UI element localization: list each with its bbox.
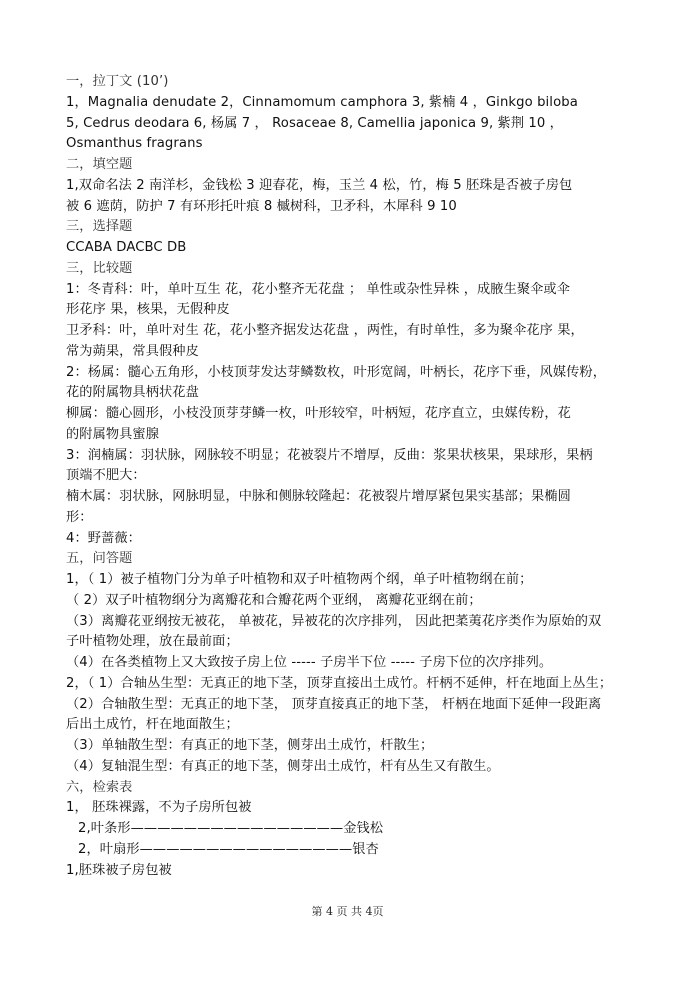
text-line: （3）离瓣花亚纲按无被花， 单被花，异被花的次序排列， 因此把葇荑花序类作为原始的双 (66, 613, 602, 629)
text-line: 5, Cedrus deodara 6, 杨属 7 ， Rosaceae 8, Camellia japonica 9, 紫荆 10 ， (66, 115, 563, 131)
text-line: 1，（ 1）被子植物门分为单子叶植物和双子叶植物两个纲，单子叶植物纲在前； (66, 572, 533, 587)
text-line: 2，（ 1）合轴丛生型：无真正的地下茎，顶芽直接出土成竹。杆柄不延伸，杆在地面上丛生； (66, 675, 613, 691)
text-line: （4）复轴混生型：有真正的地下茎，侧芽出土成竹，杆有丛生又有散生。 (66, 758, 500, 774)
text-line: 2,叶条形————————————————金钱松 (78, 821, 384, 836)
text-line: 顶端不肥大： (66, 468, 146, 484)
page-footer: 第 4 页 共 4页 (311, 905, 384, 918)
text-line: Osmanthus fragrans (66, 136, 203, 152)
text-line: （2）合轴散生型：无真正的地下茎， 顶芽直接真正的地下茎， 杆柄在地面下延伸一段距离 (66, 696, 602, 712)
text-line: 1：冬青科：叶，单叶互生 花，花小整齐无花盘 ； 单性或杂性异株 ，成腋生聚伞或伞 (66, 281, 571, 297)
document-body (66, 72, 666, 881)
text-line: （ 2）双子叶植物纲分为离瓣花和合瓣花两个亚纲， 离瓣花亚纲在前； (66, 592, 482, 608)
text-line: 2，叶扇形————————————————银杏 (78, 841, 379, 857)
text-line: 1，Magnalia denudate 2，Cinnamomum camphora 3, 紫楠 4 ，Ginkgo biloba (66, 94, 578, 110)
text-line: 1,双命名法 2 南洋杉，金钱松 3 迎春花，梅，玉兰 4 松，竹，梅 5 胚珠是否被子房包 (66, 177, 573, 193)
text-line: 3：润楠属：羽状脉，网脉较不明显；花被裂片不增厚，反曲：浆果状核果，果球形，果柄 (66, 447, 593, 463)
section-heading: 三，比较题 (66, 260, 133, 276)
section-heading: 三，选择题 (66, 219, 133, 235)
text-line: CCABA DACBC DB (66, 240, 187, 255)
section-heading: 一，拉丁文 (10’) (66, 74, 169, 89)
text-line: 形花序 果，核果，无假种皮 (66, 302, 230, 318)
text-line: 被 6 遮荫，防护 7 有环形托叶痕 8 槭树科，卫矛科，木犀科 9 10 (66, 198, 457, 214)
text-line: 的附属物具蜜腺 (66, 426, 160, 442)
text-line: 1,胚珠被子房包被 (66, 862, 172, 878)
section-heading: 二，填空题 (66, 157, 133, 172)
text-line: 子叶植物处理，放在最前面； (66, 634, 239, 650)
text-line: 卫矛科：叶，单叶对生 花，花小整齐据发达花盘 ，两性，有时单性，多为聚伞花序 果， (66, 323, 584, 338)
text-line: 1， 胚珠裸露，不为子房所包被 (66, 800, 252, 816)
text-line: 后出土成竹，杆在地面散生； (66, 717, 239, 733)
text-line: 形： (66, 509, 93, 525)
text-line: 花的附属物具柄状花盘 (66, 385, 199, 401)
text-line: （3）单轴散生型：有真正的地下茎，侧芽出土成竹，杆散生； (66, 738, 434, 753)
section-heading: 五，问答题 (66, 551, 133, 567)
section-heading: 六，检索表 (66, 779, 133, 795)
text-line: 2：杨属：髓心五角形，小枝顶芽发达芽鳞数枚，叶形宽阔，叶柄长，花序下垂，风媒传粉， (66, 364, 606, 380)
text-line: 常为蒴果，常具假种皮 (66, 343, 199, 359)
text-line: （4）在各类植物上又大致按子房上位 ----- 子房半下位 ----- 子房下位的次序排列。 (66, 655, 553, 670)
text-line: 楠木属：羽状脉，网脉明显，中脉和侧脉较隆起：花被裂片增厚紧包果实基部；果椭圆 (66, 489, 571, 504)
text-line: 4：野蔷薇： (66, 530, 141, 546)
text-line: 柳属：髓心圆形，小枝没顶芽芽鳞一枚，叶形较窄，叶柄短，花序直立，虫媒传粉，花 (66, 406, 571, 421)
